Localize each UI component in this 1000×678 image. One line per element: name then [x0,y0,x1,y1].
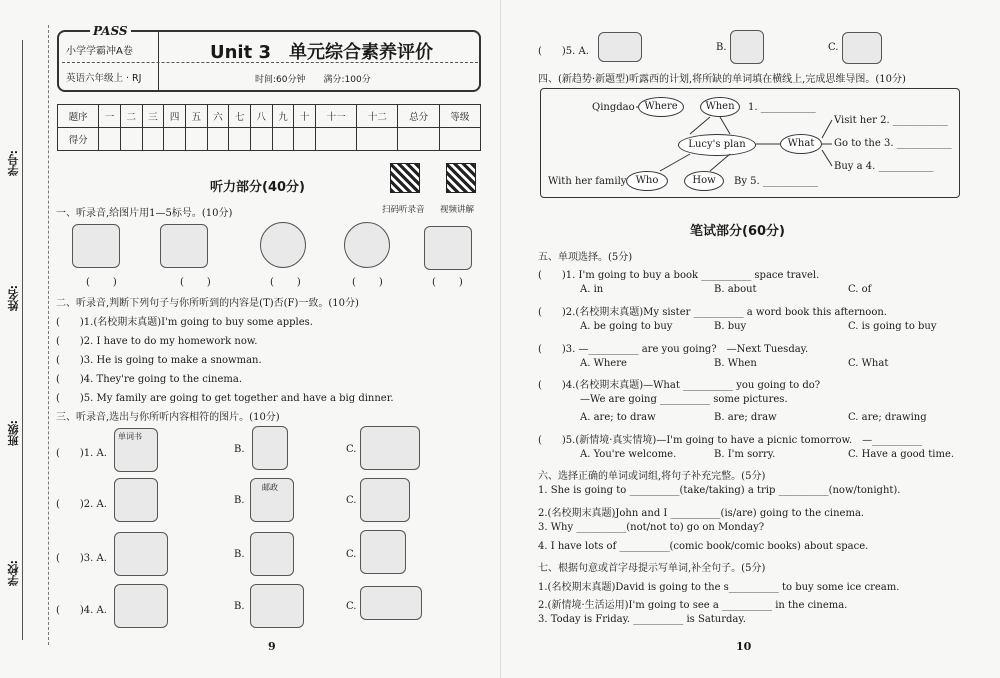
map-node-center: Lucy's plan [678,134,756,156]
mc-option-a[interactable]: A. in [580,284,604,295]
tf-item[interactable]: ( )5. My family are going to get together and have a big dinner. [56,393,394,404]
side-line [22,40,23,640]
mc-question[interactable]: ( )1. I'm going to buy a book __________ space travel. [538,270,820,281]
map-node-where: Where [638,97,684,117]
table-cell: 二 [120,105,142,128]
table-cell: 得分 [58,128,99,151]
table-cell: 九 [272,105,294,128]
mc-option-a[interactable]: A. You're welcome. [580,449,677,460]
page-number-right: 10 [736,640,752,653]
map-node-how: How [684,171,724,191]
pass-logo: PASS [90,24,131,38]
picture-comic [360,426,420,470]
score-input[interactable] [439,128,480,151]
map-family: With her family [548,176,627,187]
qr-audio-label: 扫码听录音 [382,205,425,215]
picture-shop [114,478,158,522]
mc-option-a[interactable]: A. are; to draw [580,412,656,423]
picture-book [424,226,472,270]
exam-meta: 时间:60分钟 满分:100分 [255,75,371,85]
picture-cart [360,478,410,522]
picture-postcard [598,32,642,62]
table-cell: 六 [207,105,229,128]
option-b-label: B. [234,444,245,455]
choice-row-label[interactable]: ( )2. A. [56,499,107,510]
listening-title: 听力部分(40分) [210,180,305,195]
score-input[interactable] [272,128,294,151]
score-input[interactable] [185,128,207,151]
option-c-label: C. [346,495,357,506]
table-cell: 五 [185,105,207,128]
table-cell: 三 [142,105,164,128]
tf-item[interactable]: ( )2. I have to do my homework now. [56,336,258,347]
series-name: 小学学霸冲A卷 [66,46,133,57]
tf-item[interactable]: ( )4. They're going to the cinema. [56,374,243,385]
section-3-title: 三、听录音,选出与你所听内容相符的图片。(10分) [56,412,280,423]
mc-option-a[interactable]: A. be going to buy [580,321,673,332]
mc-option-a[interactable]: A. Where [580,358,627,369]
choice-row-label[interactable]: ( )3. A. [56,553,107,564]
score-input[interactable] [120,128,142,151]
picture-dictionary [252,426,288,470]
section-5-title: 五、单项选择。(5分) [538,252,633,263]
picture-family [160,224,208,268]
option-c-label: C. [828,42,839,53]
option-b-label: B. [716,42,727,53]
picture-laundry [250,532,294,576]
score-input[interactable] [99,128,121,151]
mc-option-b[interactable]: B. When [714,358,757,369]
section-1-title: 一、听录音,给图片用1—5标号。(10分) [56,208,233,219]
score-input[interactable] [229,128,251,151]
section-4-title: 四、(新趋势·新题型)听露西的计划,将所缺的单词填在横线上,完成思维导图。(10分) [538,74,906,85]
header-divider [158,32,159,90]
option-b-label: B. [234,495,245,506]
map-node-who: Who [626,171,668,191]
option-c-label: C. [346,549,357,560]
map-qingdao: Qingdao [592,102,635,113]
score-input[interactable] [315,128,356,151]
picture-painting [360,530,406,574]
mc-option-c[interactable]: C. are; drawing [848,412,927,423]
grade-label: 英语六年级上 · RJ [66,73,142,84]
fill-item[interactable]: 3. Today is Friday. __________ is Saturday. [538,614,746,625]
picture-tv-man [730,30,764,64]
table-cell: 四 [164,105,186,128]
choice-row-label[interactable]: ( )1. A. [56,448,107,459]
mc-option-b[interactable]: B. buy [714,321,747,332]
mc-question[interactable]: ( )2.(名校期末真题)My sister __________ a word book this afternoon. [538,307,887,318]
side-label-name: 姓名: [7,285,20,312]
answer-paren[interactable]: ( ) [180,277,212,288]
map-node-what: What [780,134,822,154]
mc-option-b[interactable]: B. about [714,284,757,295]
picture-shopping [72,224,120,268]
picture-party [250,584,304,628]
mc-question[interactable]: ( )4.(名校期末真题)—What __________ you going to do? [538,380,821,391]
table-cell: 十二 [357,105,398,128]
fill-item[interactable]: 2.(名校期末真题)John and I __________(is/are) going to the cinema. [538,508,865,519]
left-margin-rule [48,25,49,645]
map-node-when: When [700,97,740,117]
picture-food [260,222,306,268]
map-blank-2[interactable]: Visit her 2. ___________ [834,115,948,126]
table-cell: 十一 [315,105,356,128]
option-c-label: C. [346,444,357,455]
section-7-title: 七、根据句意或首字母提示写单词,补全句子。(5分) [538,563,766,574]
answer-paren[interactable]: ( ) [270,277,302,288]
score-input[interactable] [398,128,439,151]
map-blank-5[interactable]: By 5. ___________ [734,176,818,187]
map-blank-1[interactable]: 1. ___________ [748,102,816,113]
table-cell: 一 [99,105,121,128]
score-table [57,104,481,151]
score-input[interactable] [294,128,316,151]
picture-suitcase [344,222,390,268]
answer-paren[interactable]: ( ) [86,277,118,288]
word-book-text: 单词书 [118,432,142,441]
mc-question[interactable]: ( )5.(新情境·真实情境)—I'm going to have a picnic tomorrow. —__________ [538,435,923,446]
fill-item[interactable]: 1.(名校期末真题)David is going to the s__________ to buy some ice cream. [538,582,900,593]
score-input[interactable] [250,128,272,151]
fill-item[interactable]: 2.(新情境·生活运用)I'm going to see a __________ in the cinema. [538,600,848,611]
mc-option-c[interactable]: C. of [848,284,872,295]
option-b-label: B. [234,601,245,612]
mc-question-part2: —We are going __________ some pictures. [580,394,788,405]
mc-question[interactable]: ( )3. —__________ are you going? —Next Tuesday. [538,344,809,355]
choice-row-label[interactable]: ( )4. A. [56,605,107,616]
table-cell: 八 [250,105,272,128]
table-cell: 十 [294,105,316,128]
score-head-row [58,105,481,128]
picture-dragon-boat [360,586,422,620]
score-input[interactable] [164,128,186,151]
mc-option-c[interactable]: C. is going to buy [848,321,937,332]
table-cell: 七 [229,105,251,128]
qr-video-label: 视频讲解 [440,205,475,215]
page-divider [500,0,501,678]
score-row [58,128,481,151]
answer-paren[interactable]: ( ) [352,277,384,288]
score-input[interactable] [207,128,229,151]
picture-newspaper [842,32,882,64]
score-input[interactable] [357,128,398,151]
section-6-title: 六、选择正确的单词或词组,将句子补充完整。(5分) [538,471,766,482]
table-cell: 总分 [398,105,439,128]
picture-picnic [114,532,168,576]
post-office-text: 邮政 [262,483,278,492]
fill-item[interactable]: 1. She is going to __________(take/taking) a trip __________(now/tonight). [538,485,901,496]
side-label-class: 班级: [7,420,20,447]
table-cell: 等级 [439,105,480,128]
score-input[interactable] [142,128,164,151]
option-b-label: B. [234,549,245,560]
mc-option-c[interactable]: C. Have a good time. [848,449,955,460]
side-label-student-id: 学号: [7,150,20,177]
map-blank-4[interactable]: Buy a 4. ___________ [834,161,934,172]
fill-item[interactable]: 3. Why __________(not/not to) go on Monday? [538,522,765,533]
mc-option-b[interactable]: B. I'm sorry. [714,449,776,460]
mc-option-b[interactable]: B. are; draw [714,412,777,423]
unit-title: Unit 3 单元综合素养评价 [210,42,433,63]
page-number-left: 9 [268,640,276,653]
section-2-title: 二、听录音,判断下列句子与你所听到的内容是(T)否(F)一致。(10分) [56,298,359,309]
picture-family-dinner [114,584,168,628]
fill-item[interactable]: 4. I have lots of __________(comic book/comic books) about space. [538,541,869,552]
option-c-label: C. [346,601,357,612]
map-blank-3[interactable]: Go to the 3. ___________ [834,138,952,149]
tf-item[interactable]: ( )3. He is going to make a snowman. [56,355,262,366]
tf-item[interactable]: ( )1.(名校期末真题)I'm going to buy some apples. [56,317,313,328]
qr-code-video[interactable] [446,163,476,193]
answer-paren[interactable]: ( ) [432,277,464,288]
qr-code-audio[interactable] [390,163,420,193]
q5-label[interactable]: ( )5. A. [538,46,589,57]
written-title: 笔试部分(60分) [690,224,785,239]
mind-map-connectors [540,88,960,198]
side-label-school: 学校: [7,560,20,587]
table-cell: 题序 [58,105,99,128]
mc-option-c[interactable]: C. What [848,358,889,369]
